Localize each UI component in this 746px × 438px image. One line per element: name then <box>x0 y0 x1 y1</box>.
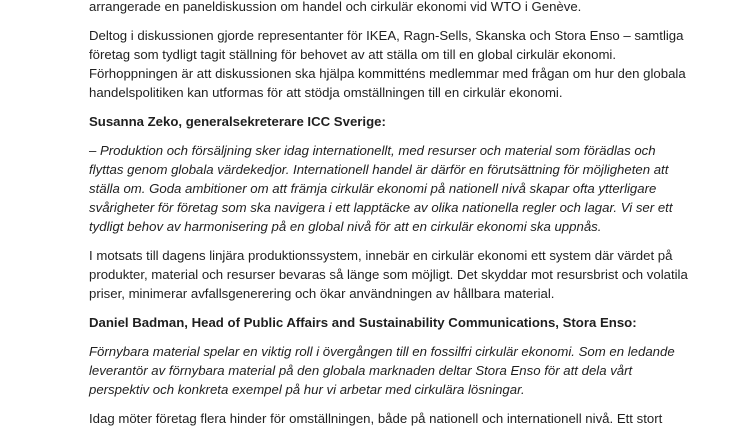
obstacles-paragraph: Idag möter företag flera hinder för omställningen, både på nationell och internationell nivå. Ett stort <box>89 411 663 426</box>
linear-vs-circular-paragraph: I motsats till dagens linjära produktionssystem, innebär en cirkulär ekonomi ett system där värdet på produkter, material och resurser bevaras så länge som möjligt. Det skyddar mot resursbrist och volatila priser, minimerar avfallsgenerering och ökar användningen av hållbara material. <box>89 248 688 301</box>
speaker-heading-badman: Daniel Badman, Head of Public Affairs and Sustainability Communications, Stora Enso: <box>89 315 637 330</box>
quote-badman: Förnybara material spelar en viktig roll i övergången till en fossilfri cirkulär ekonomi. Som en ledande leverantör av förnybara material på den globala marknaden deltar Stora Enso för att dela vårt perspektiv och konkreta exempel på hur vi arbetar med cirkulära lösningar. <box>89 344 675 397</box>
document-page <box>89 0 689 438</box>
participants-paragraph: Deltog i diskussionen gjorde representanter för IKEA, Ragn-Sells, Skanska och Stora Enso – samtliga företag som tydligt tagit ställning för behovet av att ställa om till en global cirkulär ekonomi. Förhoppningen är att diskussionen ska hjälpa kommitténs medlemmar med frågan om hur den globala handelspolitiken kan utformas för att stödja omställningen till en cirkulär ekonomi. <box>89 28 686 100</box>
quote-zeko: – Produktion och försäljning sker idag internationellt, med resurser och material som förädlas och flyttas genom globala värdekedjor. Internationell handel är därför en förutsättning för möjligheten att ställa om. Goda ambitioner om att främja cirkulär ekonomi på nationell nivå skapar ofta ytterligare svårigheter för företag som ska navigera i ett lapptäcke av olika nationella regler och lagar. Vi ser ett tydligt behov av harmonisering på en global nivå för att en cirkulär ekonomi ska uppnås. <box>89 143 673 234</box>
intro-paragraph-end: arrangerade en paneldiskussion om handel och cirkulär ekonomi vid WTO i Genève. <box>89 0 582 14</box>
speaker-heading-zeko: Susanna Zeko, generalsekreterare ICC Sverige: <box>89 114 386 129</box>
